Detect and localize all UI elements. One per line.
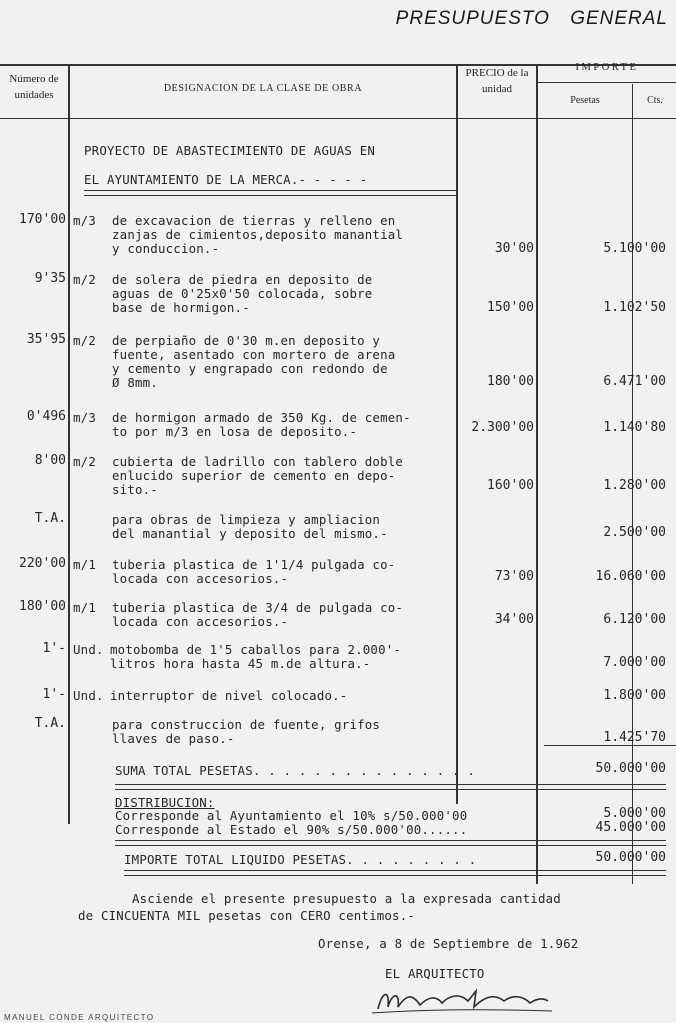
item-description-line: locada con accesorios.- [112, 571, 289, 586]
item-units: 8'00 [34, 453, 66, 468]
suma-rule [544, 745, 676, 746]
footer-printer: MANUEL CONDE ARQUITECTO [4, 1013, 155, 1022]
item-description-line: de solera de piedra en deposito de [112, 272, 373, 287]
item-amount: 1.280'00 [603, 478, 666, 493]
item-description-line: de hormigon armado de 350 Kg. de cemen- [112, 410, 411, 425]
item-unit-measure: m/1 [73, 600, 96, 615]
item-description-line: tuberia plastica de 1'1/4 pulgada co- [112, 557, 396, 572]
item-amount: 1.140'80 [603, 420, 666, 435]
column-header-price: PRECIO de la unidad [465, 67, 529, 95]
distribucion-line2: Corresponde al Estado el 90% s/50.000'00...... [115, 822, 468, 837]
suma-total-label: SUMA TOTAL PESETAS. . . . . . . . . . . . . . . [115, 763, 476, 778]
signer-title: EL ARQUITECTO [385, 966, 485, 981]
column-header-units: Número de unidades [9, 73, 59, 101]
signature [372, 983, 552, 1017]
importe-total-amount: 50.000'00 [595, 850, 666, 865]
suma-total-amount: 50.000'00 [595, 761, 666, 776]
item-amount: 1.800'00 [603, 688, 666, 703]
item-unit-measure: m/1 [73, 557, 96, 572]
item-amount: 2.500'00 [603, 525, 666, 540]
item-units: 0'496 [26, 409, 66, 424]
place-date: Orense, a 8 de Septiembre de 1.962 [318, 936, 579, 951]
item-units: T.A. [34, 511, 66, 526]
item-amount: 7.000'00 [603, 655, 666, 670]
item-unit-measure: m/2 [73, 333, 96, 348]
item-units: 180'00 [19, 599, 66, 614]
item-amount: 16.060'00 [595, 569, 666, 584]
item-description-line: y cemento y engrapado con redondo de [112, 361, 388, 376]
item-unit-measure: Und. [73, 642, 104, 657]
item-description-line: para construccion de fuente, grifos [112, 717, 381, 732]
item-amount: 1.425'70 [603, 730, 666, 745]
column-header-importe: IMPORTE [575, 62, 639, 73]
item-description-line: cubierta de ladrillo con tablero doble [112, 454, 404, 469]
closing-line1: Asciende el presente presupuesto a la expresada cantidad [132, 891, 561, 906]
item-units: 35'95 [26, 332, 66, 347]
closing-line2: de CINCUENTA MIL pesetas con CERO centimos.- [78, 908, 416, 923]
item-description-line: de excavacion de tierras y relleno en [112, 213, 396, 228]
item-amount: 5.100'00 [603, 241, 666, 256]
distribucion-title: DISTRIBUCION: [115, 795, 215, 810]
item-unit-price: 180'00 [487, 374, 534, 389]
item-amount: 1.102'50 [603, 300, 666, 315]
item-description-line: interruptor de nivel colocado.- [110, 688, 348, 703]
item-description-line: de perpiaño de 0'30 m.en deposito y [112, 333, 381, 348]
item-description-line: motobomba de 1'5 caballos para 2.000'- [110, 642, 402, 657]
item-unit-measure: m/3 [73, 213, 96, 228]
distribucion-line1: Corresponde al Ayuntamiento el 10% s/50.000'00 [115, 808, 468, 823]
item-description-line: para obras de limpieza y ampliacion [112, 512, 381, 527]
item-description-line: y conduccion.- [112, 241, 220, 256]
item-unit-measure: m/2 [73, 454, 96, 469]
item-unit-price: 150'00 [487, 300, 534, 315]
item-units: 9'35 [34, 271, 66, 286]
item-units: T.A. [34, 716, 66, 731]
item-units: 1'- [42, 641, 66, 656]
item-unit-measure: m/2 [73, 272, 96, 287]
item-description-line: del manantial y deposito del mismo.- [112, 526, 388, 541]
importe-total-label: IMPORTE TOTAL LIQUIDO PESETAS. . . . . . . . . [124, 852, 477, 867]
column-header-cts: Cts. [647, 95, 663, 106]
column-header-designation: DESIGNACION DE LA CLASE DE OBRA [163, 83, 363, 94]
item-unit-price: 30'00 [494, 241, 534, 256]
item-description-line: Ø 8mm. [112, 375, 158, 390]
column-divider-units [68, 64, 70, 824]
item-description-line: locada con accesorios.- [112, 614, 289, 629]
column-divider-price [536, 64, 538, 884]
item-description-line: llaves de paso.- [112, 731, 235, 746]
distribucion-amount1: 5.000'00 [603, 806, 666, 821]
header-bottom-rule [0, 118, 676, 119]
item-units: 1'- [42, 687, 66, 702]
suma-underline [115, 784, 666, 790]
item-description-line: to por m/3 en losa de deposito.- [112, 424, 358, 439]
item-description-line: sito.- [112, 482, 158, 497]
item-unit-price: 34'00 [494, 612, 534, 627]
item-units: 170'00 [19, 212, 66, 227]
item-description-line: zanjas de cimientos,deposito manantial [112, 227, 404, 242]
item-description-line: aguas de 0'25x0'50 colocada, sobre [112, 286, 373, 301]
page-title: PRESUPUESTO GENERAL [395, 8, 668, 29]
item-description-line: enlucido superior de cemento en depo- [112, 468, 396, 483]
importe-rule [536, 82, 676, 83]
item-description-line: litros hora hasta 45 m.de altura.- [110, 656, 371, 671]
item-description-line: tuberia plastica de 3/4 de pulgada co- [112, 600, 404, 615]
column-header-pesetas: Pesetas [570, 95, 600, 106]
distribucion-amount2: 45.000'00 [595, 820, 666, 835]
project-underline [84, 190, 456, 196]
item-unit-measure: m/3 [73, 410, 96, 425]
item-unit-price: 73'00 [494, 569, 534, 584]
project-title-line2: EL AYUNTAMIENTO DE LA MERCA.- - - - - [84, 172, 368, 187]
item-unit-price: 160'00 [487, 478, 534, 493]
item-unit-measure: Und. [73, 688, 104, 703]
distribucion-underline [115, 840, 666, 846]
project-title-line1: PROYECTO DE ABASTECIMIENTO DE AGUAS EN [84, 143, 376, 158]
importe-total-underline [124, 870, 666, 876]
item-description-line: fuente, asentado con mortero de arena [112, 347, 396, 362]
item-unit-price: 2.300'00 [471, 420, 534, 435]
item-amount: 6.471'00 [603, 374, 666, 389]
item-description-line: base de hormigon.- [112, 300, 250, 315]
item-units: 220'00 [19, 556, 66, 571]
item-amount: 6.120'00 [603, 612, 666, 627]
